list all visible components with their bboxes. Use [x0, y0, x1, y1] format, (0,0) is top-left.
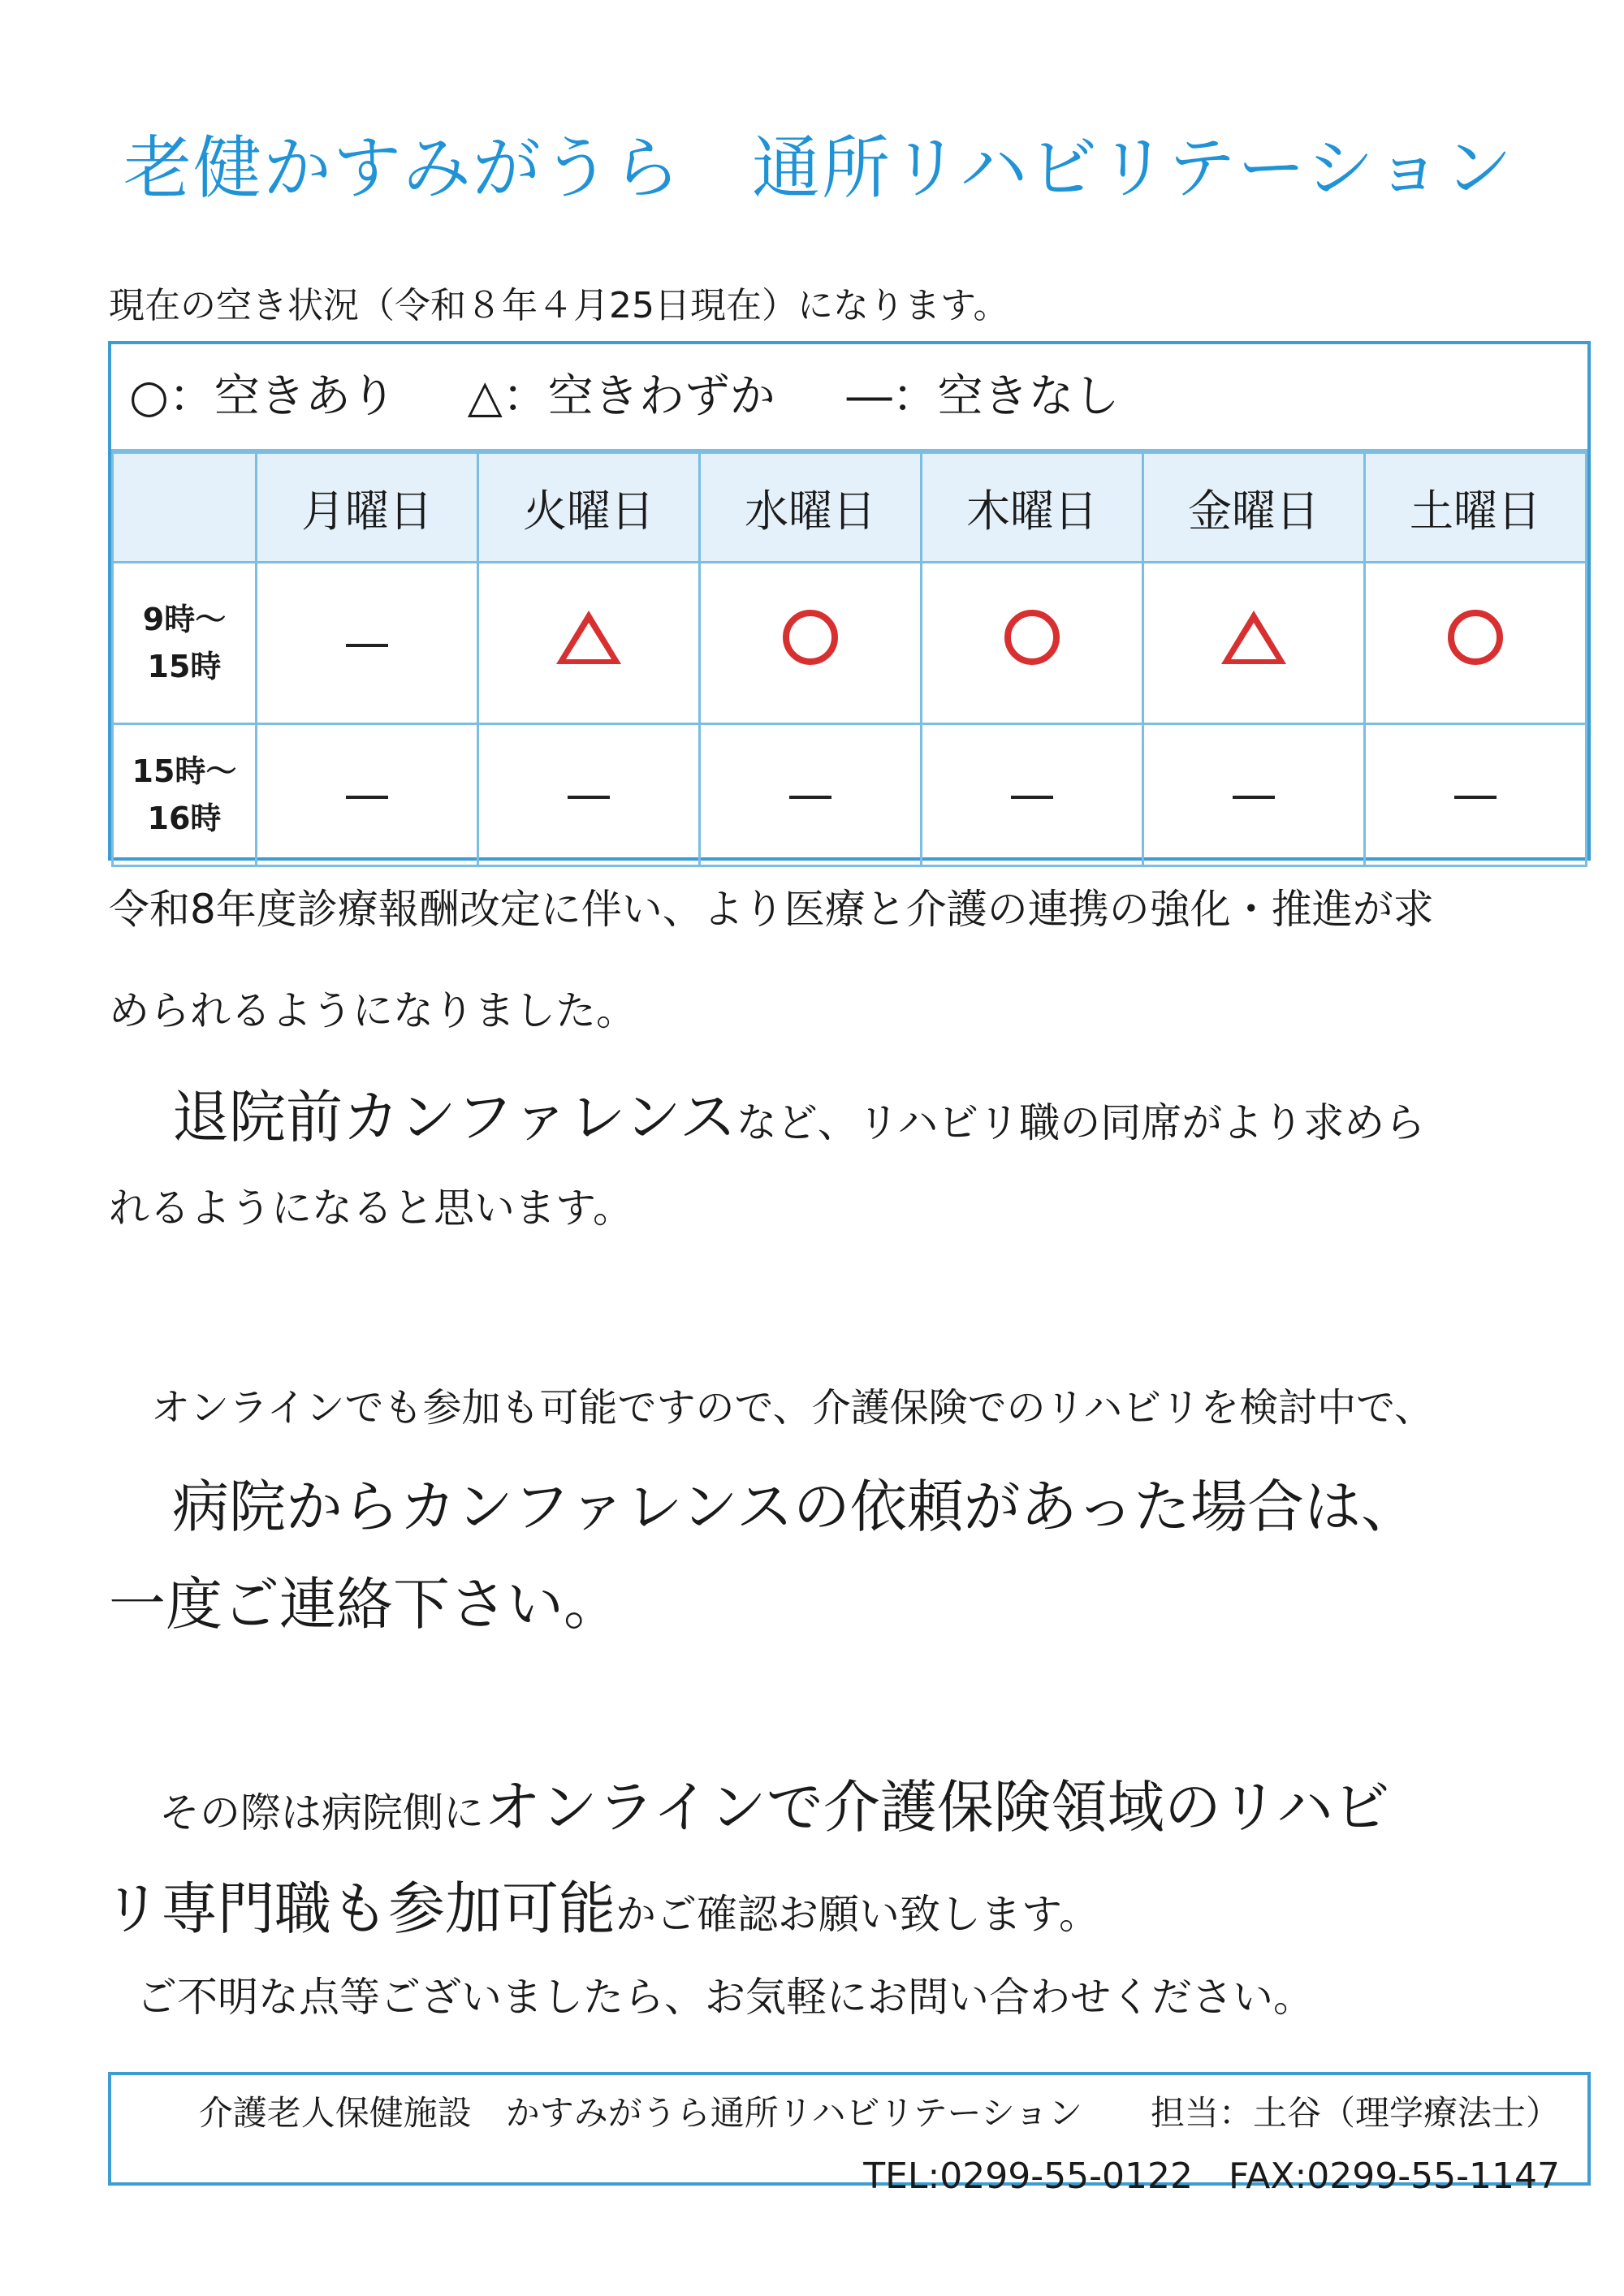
legend-item-few — [468, 370, 775, 423]
legend-item-available — [129, 370, 396, 423]
legend-label: ：空きわずか — [502, 370, 775, 423]
paragraph-1-line-2: められるようになりました。 — [109, 987, 637, 1034]
legend-row — [111, 344, 1587, 451]
dash-symbol-icon — [346, 644, 388, 647]
day-header-thu: 木曜日 — [922, 453, 1143, 563]
dash-symbol-icon — [1233, 796, 1275, 799]
availability-cell — [478, 563, 700, 724]
circle-symbol-icon — [1004, 610, 1060, 665]
day-header-wed: 水曜日 — [700, 453, 922, 563]
time-slot-start: 9時～ — [142, 602, 227, 637]
day-header-tue: 火曜日 — [478, 453, 700, 563]
participation-emphasis: リ専門職も参加可能 — [104, 1875, 615, 1942]
online-emphasis: オンラインで介護保険領域のリハビ — [484, 1774, 1390, 1841]
paragraph-3-line-3: 一度ご連絡下さい。 — [109, 1571, 620, 1638]
availability-status-line: 現在の空き状況（令和８年４月25日現在）になります。 — [109, 285, 1009, 326]
paragraph-4-tail: かご確認お願い致します。 — [615, 1891, 1099, 1938]
day-header-sat: 土曜日 — [1365, 453, 1587, 563]
paragraph-2-line-2: れるようになると思います。 — [109, 1185, 633, 1232]
availability-cell — [257, 724, 478, 866]
time-slot-end: 15時 — [147, 649, 222, 684]
corner-cell — [113, 453, 257, 563]
paragraph-4-line-2 — [104, 1863, 1099, 1945]
paragraph-1-line-1: 令和8年度診療報酬改定に伴い、より医療と介護の連携の強化・推進が求 — [109, 886, 1434, 933]
dash-symbol-icon — [346, 796, 388, 799]
availability-cell — [1365, 724, 1587, 866]
dash-symbol-icon — [1011, 796, 1053, 799]
day-header-fri: 金曜日 — [1143, 453, 1365, 563]
availability-cell — [922, 724, 1143, 866]
circle-symbol-icon — [783, 610, 838, 665]
availability-cell — [922, 563, 1143, 724]
availability-cell — [257, 563, 478, 724]
contact-facility-line: 介護老人保健施設 かすみがうら通所リハビリテーション 担当：土谷（理学療法士） — [198, 2093, 1560, 2133]
day-header-row — [113, 453, 1587, 563]
availability-cell — [700, 563, 922, 724]
availability-cell — [1143, 563, 1365, 724]
paragraph-2-line-1 — [172, 1072, 1425, 1154]
availability-cell — [700, 724, 922, 866]
paragraph-2-rest: など、リハビリ職の同席がより求めら — [736, 1099, 1426, 1146]
circle-symbol-icon: ○ — [129, 370, 169, 423]
time-slot-label — [113, 724, 257, 866]
page-title: 老健かすみがうら 通所リハビリテーション — [123, 128, 1514, 208]
triangle-symbol-icon — [1221, 611, 1286, 664]
dash-symbol-icon: ― — [846, 370, 892, 423]
schedule-grid — [111, 451, 1587, 867]
dash-symbol-icon — [789, 796, 831, 799]
time-slot-label — [113, 563, 257, 724]
paragraph-5: ご不明な点等ございましたら、お気軽にお問い合わせください。 — [136, 1974, 1314, 2021]
paragraph-4-lead: その際は病院側に — [159, 1789, 484, 1836]
availability-table — [108, 341, 1591, 861]
time-slot-end: 16時 — [147, 801, 222, 836]
dash-symbol-icon — [568, 796, 610, 799]
time-slot-row — [113, 724, 1587, 866]
time-slot-row — [113, 563, 1587, 724]
triangle-symbol-icon — [556, 611, 621, 664]
availability-cell — [478, 724, 700, 866]
paragraph-4-line-1 — [159, 1762, 1390, 1844]
dash-symbol-icon — [1454, 796, 1497, 799]
paragraph-3-line-1: オンラインでも参加も可能ですので、介護保険でのリハビリを検討中で、 — [151, 1385, 1434, 1431]
circle-symbol-icon — [1448, 610, 1503, 665]
paragraph-3-line-2: 病院からカンファレンスの依頼があった場合は、 — [172, 1474, 1419, 1540]
legend-item-none — [847, 370, 1120, 423]
contact-box — [108, 2072, 1591, 2197]
day-header-mon: 月曜日 — [257, 453, 478, 563]
legend-label: ：空きなし — [892, 370, 1120, 423]
triangle-symbol-icon: △ — [467, 370, 503, 423]
contact-phone-fax-line: TEL:0299-55-0122 FAX:0299-55-1147 — [863, 2156, 1560, 2197]
legend-label: ：空きあり — [168, 370, 396, 423]
availability-cell — [1365, 563, 1587, 724]
availability-cell — [1143, 724, 1365, 866]
conference-emphasis: 退院前カンファレンス — [172, 1084, 736, 1150]
time-slot-start: 15時～ — [132, 753, 237, 789]
